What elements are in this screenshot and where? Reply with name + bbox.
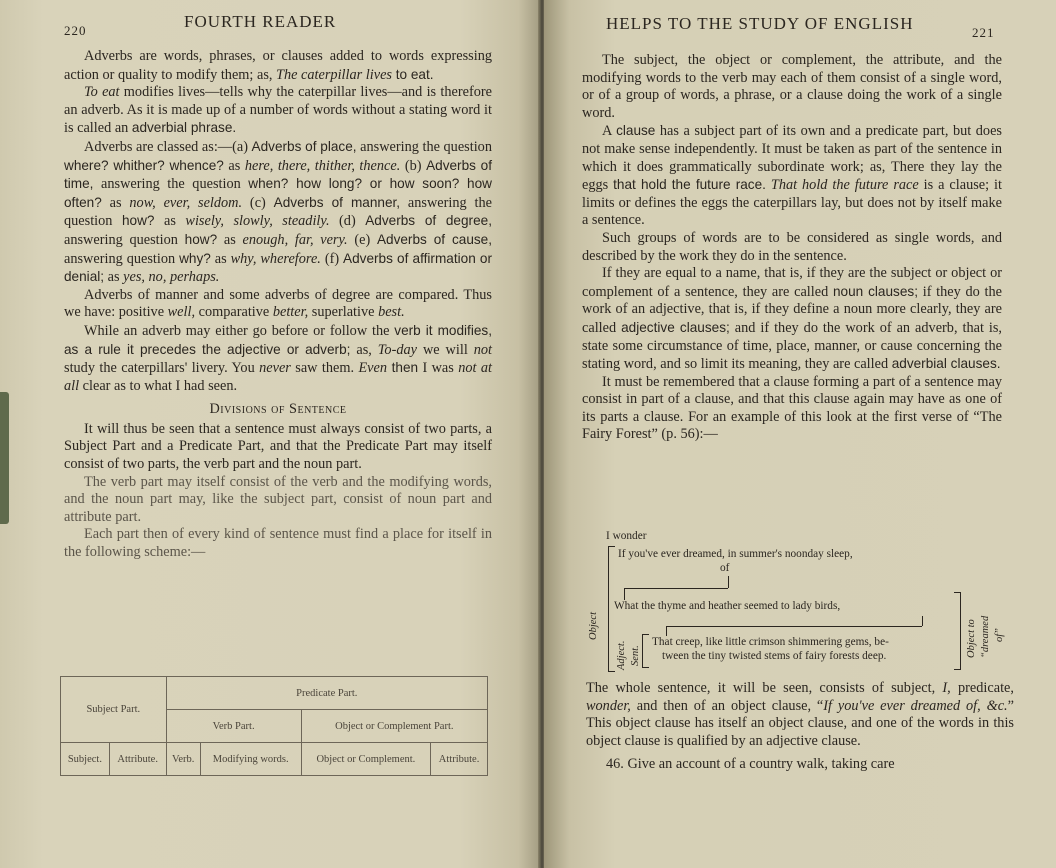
exercise-46: 46. Give an account of a country walk, taking care [606, 756, 895, 773]
sentence-scheme-table [60, 676, 488, 776]
paragraph-nested-clauses: It must be remembered that a clause forming a part of a sentence may consist in part of a clause, and that this clause again may have as one of its parts a clause. For an example of this look at the first verse of “The Fairy Forest” (p. 56):— [582, 373, 1002, 443]
label-object-to: Object to [966, 619, 977, 658]
label-object: Object [588, 612, 599, 640]
diagram-line-i-wonder: I wonder [606, 530, 647, 542]
diagram-line-of: of [720, 562, 730, 574]
adjective-sentence-brace [642, 634, 649, 668]
paragraph-scheme-intro: Each part then of every kind of sentence must find a place for itself in the following scheme:— [64, 526, 492, 561]
diagram-line-dreamed: If you've ever dreamed, in summer's noonday sleep, [618, 548, 853, 560]
paragraph-adverb-classes: Adverbs are classed as:—(a) Adverbs of place, answering the question where? whither? whence? as here, there, thither, thence. (b) Adverbs of time, answering the question when? how long? or how soon? how often? as now, ever, seldom. (c) Adverbs of manner, answering the question how? as wisely, slowly, steadily. (d) Adverbs of degree, answering question how? as enough, far, very. (e) Adverbs of cause, answering question why? as why, wherefore. (f) Adverbs of affirmation or denial; as yes, no, perhaps. [64, 138, 493, 286]
paragraph-clause-types: If they are equal to a name, that is, if they are the subject or object or complement of a sentence, they are called noun clauses; if they do the work of an adjective, that is, if they define a noun more clearly, they are called adjective clauses; and if they do the work of an adverb, that is, state some circumstance of time, place, manner, or cause concerning the stating word, and so limit its meaning, they are called adverbial clauses. [582, 265, 1002, 373]
object-to-brace [954, 592, 961, 670]
section-title: Divisions of Sentence [209, 401, 347, 418]
right-bottom-text [586, 680, 1014, 774]
diagram-connector [624, 588, 625, 600]
left-body [64, 48, 492, 562]
diagram-connector [666, 626, 667, 636]
scheme-verb-part: Verb Part. [166, 710, 301, 743]
scheme-subject: Subject. [61, 743, 110, 776]
label-sent: Sent. [630, 645, 641, 666]
paragraph-parts-composition: The subject, the object or complement, the attribute, and the modifying words to the verb may each of them consist of a single word, or of a group of words, a phrase, or a clause doing the work of a single word. [582, 52, 1002, 121]
paragraph-groups: Such groups of words are to be considered as single words, and described by the work they do in the sentence. [582, 229, 1002, 264]
scheme-attribute-2: Attribute. [431, 743, 488, 776]
diagram-line-stems: tween the tiny twisted stems of fairy forests deep. [662, 650, 887, 662]
label-dreamed: “dreamed [980, 615, 991, 658]
scheme-attribute: Attribute. [109, 743, 166, 776]
right-body [582, 52, 1002, 444]
scheme-object: Object or Complement. [301, 743, 431, 776]
right-running-head: HELPS TO THE STUDY OF ENGLISH [606, 14, 914, 33]
scheme-object-part: Object or Complement Part. [301, 710, 487, 743]
label-of: of” [994, 627, 1005, 642]
diagram-connector [624, 588, 728, 589]
paragraph-verb-part: The verb part may itself consist of the verb and the modifying words, and the noun part may, like the subject part, consist of noun part and attribute part. [64, 473, 492, 525]
diagram-connector [922, 616, 923, 626]
paragraph-two-parts: It will thus be seen that a sentence must always consist of two parts, a Subject Part and a Predicate Part, and that the Predicate Part may itself consist of two parts, the verb part and the noun part. [64, 420, 492, 473]
scheme-verb: Verb. [166, 743, 200, 776]
left-page-number: 220 [64, 23, 87, 38]
right-page-number: 221 [972, 25, 995, 40]
paragraph-clause-definition: A clause has a subject part of its own and a predicate part, but does not make sense independently. It must be taken as part of the sentence in which it does grammatically subordinate work; as, There they lay the eggs that hold the future race. That hold the future race is a clause; it limits or defines the eggs the caterpillars lay, but does not by itself make a sentence. [582, 123, 1002, 229]
paragraph-comparison: Adverbs of manner and some adverbs of degree are compared. Thus we have: positive well, comparative better, superlative best. [64, 286, 492, 321]
scheme-subject-part: Subject Part. [61, 677, 167, 743]
label-adject: Adject. [616, 640, 627, 670]
diagram-connector [728, 576, 729, 588]
diagram-connector [666, 626, 922, 627]
paragraph-whole-sentence: The whole sentence, it will be seen, consists of subject, I, predicate, wonder, and then of an object clause, “If you've ever dreamed of, &c.” This object clause has itself an object clause, and one of the words in this object clause is qualified by an adjective clause. [586, 680, 1014, 749]
scheme-modifying-words: Modifying words. [200, 743, 301, 776]
diagram-line-thyme: What the thyme and heather seemed to lady birds, [614, 600, 841, 612]
diagram-line-creep: That creep, like little crimson shimmering gems, be- [652, 636, 889, 648]
bookmark-tab [0, 392, 9, 524]
clause-diagram [578, 530, 1014, 678]
paragraph-adverb-position: While an adverb may either go before or follow the verb it modifies, as a rule it precedes the adjective or adverb; as, To-day we will not study the caterpillars' livery. You never saw them. Even then I was not at all clear as to what I had seen. [64, 322, 493, 394]
left-running-head: FOURTH READER [184, 12, 337, 31]
paragraph-adverb-definition: Adverbs are words, phrases, or clauses added to words expressing action or quality to modify them; as, The caterpillar lives to eat. [64, 48, 492, 83]
paragraph-to-eat: To eat modifies lives—tells why the caterpillar lives—and is therefore an adverb. As it is made up of a number of words without a stating word it is called an adverbial phrase. [64, 84, 492, 137]
scheme-predicate-part: Predicate Part. [166, 677, 487, 710]
